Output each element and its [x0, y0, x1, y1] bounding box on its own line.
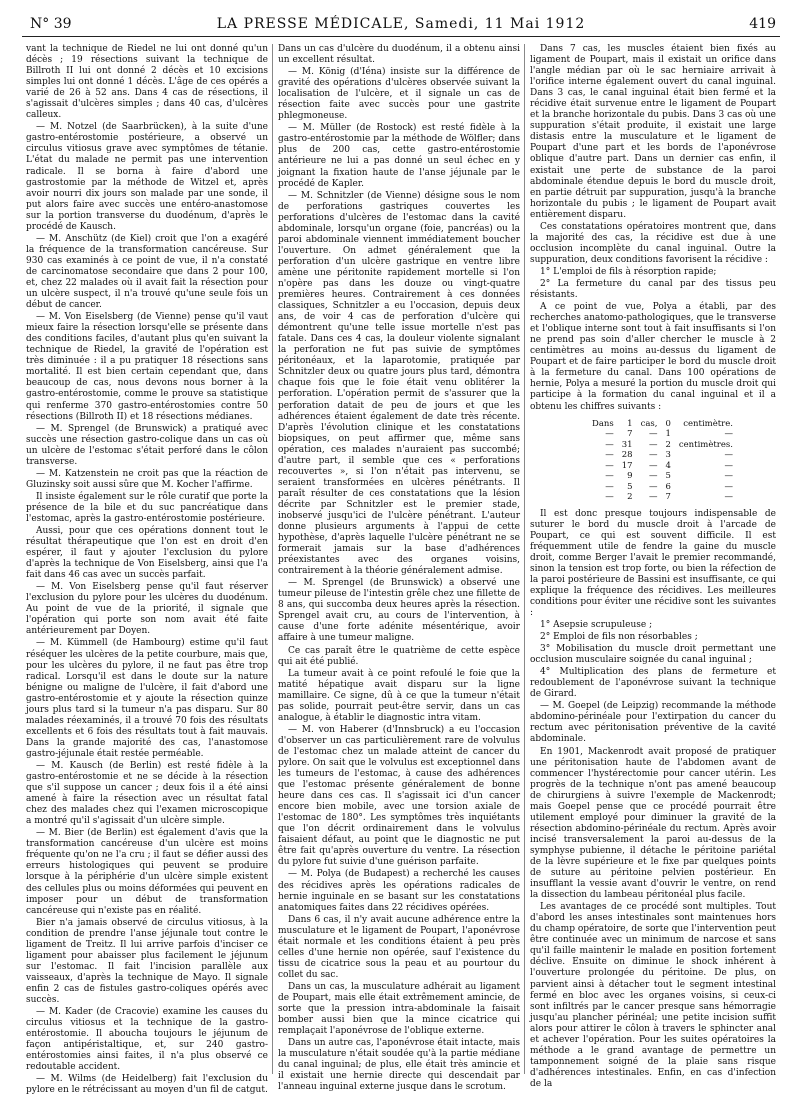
table-cell: 7	[627, 429, 633, 440]
column-3	[530, 44, 776, 1089]
paragraph: — M. Kümmell (de Hambourg) estime qu'il faut réséquer les ulcères de la petite courbure, mais que, pour les ulcères du pylore, il ne faut pas être trop radical. Lorsqu'il est dans le doute sur la nature bénigne ou maligne de l'ulcère, il fait d'abord une gastro-entérostomie et y ajoute la résection quinze jours plus tard si la tumeur n'a pas disparu. Sur 80 malades réexaminés, il a trouvé 70 fois des résultats excellents et 6 fois des résultats tout à fait mauvais. Dans la grande majorité des cas, l'anastomose gastro-jéjunale était restée perméable.	[26, 638, 268, 759]
table-cell: —	[648, 471, 658, 482]
table-cell: 7	[665, 492, 671, 503]
table-cell: —	[648, 429, 658, 440]
paragraph: Il insiste également sur le rôle curatif que porte la présence de la bile et du suc pancréatique dans l'estomac, après la gastro-entérostomie postérieure.	[26, 491, 268, 524]
paragraph: — M. Müller (de Rostock) est resté fidèle à la gastro-entérostomie par la méthode de Wölfler; dans plus de 200 cas, cette gastro-entérostomie antérieure ne lui a pas donné un seul échec en y joignant la fixation haute de l'anse jéjunale par le procédé de Kapler.	[278, 123, 520, 189]
table-header-cell: 1	[627, 418, 633, 429]
paragraph: — M. Goepel (de Leipzig) recommande la méthode abdomino-périnéale pour l'extirpation du cancer du rectum avec péritonisation préventive de la cavité abdominale.	[530, 701, 776, 745]
paragraph: 2° Emploi de fils non résorbables ;	[540, 632, 698, 643]
paragraph: Ces constatations opératoires montrent que, dans la majorité des cas, la récidive est due à une occlusion incomplète du canal inguinal. Outre la suppuration, deux conditions favorisent la récidive :	[530, 221, 776, 265]
paragraph: — M. Von Eiselsberg pense qu'il faut réserver l'exclusion du pylore pour les ulcères du duodénum. Au point de vue de la priorité, il signale que l'opération qui porte son nom avait été faite antérieurement par Doyen.	[26, 582, 268, 637]
paragraph: — M. Anschütz (de Kiel) croit que l'on a exagéré la fréquence de la transformation cancéreuse. Sur 930 cas examinés à ce point de vue, il n'a constaté de carcinomatose secondaire que dans 2 pour 100, et, chez 22 malades où il avait fait la résection pour un ulcère suspect, il n'a trouvé qu'une seule fois un début de cancer.	[26, 233, 268, 311]
table-cell: —	[724, 481, 733, 492]
table-cell: 4	[665, 460, 671, 471]
table-cell: centimètres.	[678, 439, 733, 450]
paragraph: — M. Wilms (de Heidelberg) fait l'exclusion du pylore en le rétrécissant au moyen d'un fil de catgut.	[26, 1074, 268, 1096]
paragraph: Dans un autre cas, l'aponévrose était intacte, mais la musculature n'était soudée qu'à la partie médiane du canal inguinal; de plus, elle était très amincie et il existait une hernie directe qui descendait par l'anneau inguinal externe jusque dans le scrotum.	[278, 1038, 520, 1093]
table-row	[588, 471, 737, 482]
table-cell: —	[605, 492, 614, 503]
page-header	[22, 14, 780, 37]
table-cell: —	[648, 439, 658, 450]
table-cell: —	[605, 471, 614, 482]
measurement-table	[588, 419, 737, 503]
table-row	[588, 450, 737, 461]
table-cell: —	[605, 439, 614, 450]
paragraph: — M. Katzenstein ne croit pas que la réaction de Gluzinsky soit aussi sûre que M. Kocher l'affirme.	[26, 468, 268, 490]
paragraph: — M. Polya (de Budapest) a recherché les causes des récidives après les opérations radicales de hernie inguinale en se basant sur les constatations anatomiques faites dans 22 récidives opérées.	[278, 869, 520, 913]
paragraph: Dans un cas, la musculature adhérait au ligament de Poupart, mais elle était extrêmement amincie, de sorte que la pression intra-abdominale la faisait bomber aussi bien que la mince cicatrice qui remplaçait l'aponévrose de l'oblique externe.	[278, 981, 520, 1037]
journal-title: LA PRESSE MÉDICALE, Samedi, 11 Mai 1912	[216, 16, 586, 32]
paragraph: — M. Sprengel (de Brunswick) a observé une tumeur pileuse de l'intestin grêle chez une fillette de 8 ans, qui succomba deux heures après la résection. Sprengel avait cru, au cours de l'intervention, à cause d'une forte adénite mésentérique, avoir affaire à une tumeur maligne.	[278, 578, 520, 644]
table-cell: 3	[665, 450, 671, 461]
paragraph: — M. Kader (de Cracovie) examine les causes du circulus vitiosus et la technique de la gastro-entérostomie. Il aboucha toujours le jéjunum de façon antipéristaltique, et, sur 240 gastro-entérostomies ainsi faites, il n'a plus observé ce redoutable accident.	[26, 1007, 268, 1073]
table-cell: 17	[621, 460, 633, 471]
table-cell: 1	[665, 429, 671, 440]
table-cell: —	[605, 460, 614, 471]
paragraph: Dans 6 cas, il n'y avait aucune adhérence entre la musculature et le ligament de Poupart, l'aponévrose était normale et les conditions étaient à peu près celles d'une hernie non opérée, sauf l'existence du tissu de cicatrice sous la peau et au pourtour du collet du sac.	[278, 914, 520, 980]
table-cell: —	[648, 492, 658, 503]
table-cell: 28	[621, 450, 633, 461]
table-header-row	[588, 419, 737, 430]
paragraph: Dans 7 cas, les muscles étaient bien fixés au ligament de Poupart, mais il existait un orifice dans l'angle médian par où le sac herniaire arrivait à l'orifice interne également ouvert du canal inguinal. Dans 3 cas, le canal inguinal était bien fermé et la récidive était survenue entre le ligament de Poupart et la branche horizontale du pubis. Dans 3 cas où une suppuration s'était produite, il existait une large distasis entre la musculature et le ligament de Poupart d'une part et les bords de l'aponévrose oblique d'autre part. Dans un dernier cas enfin, il existait une perte de substance de la paroi abdominale étendue depuis le bord du muscle droit, en partie détruit par suppuration, jusqu'à la branche horizontale du pubis ; le ligament de Poupart avait entièrement disparu.	[530, 44, 776, 220]
table-cell: —	[724, 492, 733, 503]
paragraph: 1° Asepsie scrupuleuse ;	[540, 620, 653, 631]
paragraph: — M. von Haberer (d'Innsbruck) a eu l'occasion d'observer un cas particulièrement rare de volvulus de l'estomac chez un malade atteint de cancer du pylore. On sait que le volvulus est exceptionnel dans les tumeurs de l'estomac, à cause des adhérences que l'estomac présente généralement de bonne heure dans ces cas. Il s'agissait ici d'un cancer encore bien mobile, avec une torsion axiale de l'estomac de 180°. Les symptômes très inquiétants que l'on décrit ordinairement dans le volvulus faisaient défaut, au point que le diagnostic ne put être fait qu'après ouverture du ventre. La résection du pylore fut suivie d'une guérison parfaite.	[278, 724, 520, 868]
paragraph: Les avantages de ce procédé sont multiples. Tout d'abord les anses intestinales sont maintenues hors du champ opératoire, de sorte que l'intervention peut être continuée avec un minimum de narcose et sans qu'il faille maintenir le malade en position fortement déclive. Ensuite on diminue le shock inhérent à l'ouverture prolongée du péritoine. De plus, on parvient ainsi à détacher tout le segment intestinal fermé en bloc avec les organes voisins, si ceux-ci sont infiltrés par le cancer presque sans hémorragie jusqu'au plancher périnéal; une petite incision suffit alors pour attirer le côlon à travers le sphincter anal et achever l'opération. Pour les suites opératoires la méthode a le grand avantage de permettre un tamponnement soigné de la plaie sans risque d'adhérences intestinales. Enfin, en cas d'infection de la	[530, 902, 776, 1089]
table-row	[588, 482, 737, 493]
paragraph: A ce point de vue, Polya a établi, par des recherches anatomo-pathologiques, que le transverse et l'oblique interne sont tout à fait insuffisants si l'on ne prend pas soin d'aller chercher le muscle à 2 centimètres au moins au-dessus du ligament de Poupart et de faire participer le bord du muscle droit à la fermeture du canal. Dans 100 opérations de hernie, Polya a mesuré la portion du muscle droit qui participe à la formation du canal inguinal et il a obtenu les chiffres suivants :	[530, 302, 776, 412]
paragraph: 1° L'emploi de fils à résorption rapide;	[540, 266, 717, 277]
paragraph: Dans un cas d'ulcère du duodénum, il a obtenu ainsi un excellent résultat.	[278, 44, 520, 66]
column-2	[278, 44, 520, 1093]
paragraph: — M. Sprengel (de Brunswick) a pratiqué avec succès une résection gastro-colique dans un cas où un ulcère de l'estomac s'était perforé dans le côlon transverse.	[26, 423, 268, 467]
paragraph: — M. Bier (de Berlin) est également d'avis que la transformation cancéreuse d'un ulcère est moins fréquente qu'on ne l'a cru ; il faut se défier aussi des erreurs histologiques qui peuvent se produire lorsque à la périphérie d'un ulcère simple existent des cellules plus ou moins déformées qui peuvent en imposer pour un début de transformation cancéreuse qui n'existe pas en réalité.	[26, 828, 268, 916]
paragraph: — M. Schnitzler (de Vienne) désigne sous le nom de perforations gastriques couvertes les perforations d'ulcères de l'estomac dans la cavité abdominale, lorsqu'un organe (foie, pancréas) ou la paroi abdominale viennent immédiatement boucher l'ouverture. On admet généralement que la perforation d'un ulcère gastrique en ventre libre amène une péritonite rapidement mortelle si l'on n'opère pas dans les douze ou vingt-quatre premières heures. Contrairement à ces données classiques, Schnitzler a eu l'occasion, depuis deux ans, de voir 4 cas de perforation d'ulcère qui démontrent qu'une telle issue mortelle n'est pas fatale. Dans ces 4 cas, la douleur violente signalant la perforation ne fut pas suivie de symptômes péritonéaux, et la laparotomie, pratiquée par Schnitzler deux ou quatre jours plus tard, démontra chaque fois que le foie était venu oblitérer la perforation. L'opération permit de s'assurer que la perforation datait de peu de jours et que les adhérences étaient également de date très récente. D'après l'évolution clinique et les constatations biopsiques, on peut affirmer que, même sans opération, ces malades n'auraient pas succombé; d'autre part, il semble que ces « perforations recouvertes », si l'on n'était pas intervenu, se seraient transformées en ulcères pénétrants. Il paraît résulter de ces constatations que la lésion décrite par Schnitzler est le premier stade, inobservé jusqu'ici de l'ulcère pénétrant. L'auteur donne plusieurs arguments à l'appui de cette hypothèse, d'après laquelle l'ulcère pénétrant ne se formerait jamais sur la base d'adhérences préexistantes avec des organes voisins, contrairement à la théorie généralement admise.	[278, 190, 520, 577]
column-1	[26, 44, 268, 1096]
table-cell: 2	[627, 492, 633, 503]
page-number-right: 419	[749, 16, 776, 32]
paragraph: — M. Notzel (de Saarbrücken), à la suite d'une gastro-entérostomie postérieure, a observé un circulus vitiosus grave avec symptômes de tétanie. L'état du malade ne permit pas une intervention radicale. Il se borna à faire d'abord une gastrostomie par la méthode de Witzel et, après avoir nourri dix jours son malade par une sonde, il put alors faire avec succès une entéro-anastomose sur la portion transverse du duodénum, d'après le procédé de Kausch.	[26, 122, 268, 232]
table-row	[588, 461, 737, 472]
table-cell: —	[724, 460, 733, 471]
table-cell: —	[724, 429, 733, 440]
column-3-lower	[530, 509, 776, 1090]
table-header-cell: cas,	[640, 418, 658, 429]
table-cell: 5	[665, 471, 671, 482]
table-cell: 31	[621, 439, 633, 450]
table-cell: 9	[627, 471, 633, 482]
paragraph: Ce cas paraît être le quatrième de cette espèce qui ait été publié.	[278, 645, 520, 667]
paragraph: La tumeur avait à ce point refoulé le foie que la matité hépatique avait disparu sur la ligne mamillaire. Ce signe, dû à ce que la tumeur n'était pas solide, pourrait peut-être servir, dans un cas analogue, à établir le diagnostic intra vitam.	[278, 668, 520, 723]
table-cell: —	[648, 460, 658, 471]
table-cell: —	[605, 450, 614, 461]
table-row	[588, 429, 737, 440]
table-cell: —	[605, 429, 614, 440]
paragraph: En 1901, Mackenrodt avait proposé de pratiquer une péritonisation haute de l'abdomen avant de commencer l'hystérectomie pour cancer utérin. Les progrès de la technique n'ont pas amené beaucoup de chirurgiens à suivre l'exemple de Mackenrodt; mais Goepel pense que ce procédé pourrait être utilement employé pour diminuer la gravité de la résection abdomino-périnéale du rectum. Après avoir incisé transversalement la paroi au-dessus de la symphyse pubienne, il détache le péritoine pariétal de la lèvre supérieure et le fixe par quelques points de suture au péritoine pelvien postérieur. En insufflant la vessie avant d'ouvrir le ventre, on rend la dissection du lambeau péritonéal plus facile.	[530, 746, 776, 901]
table-row	[588, 492, 737, 503]
paragraph: Il est donc presque toujours indispensable de suturer le bord du muscle droit à l'arcade de Poupart, ce qui est souvent difficile. Il est fréquemment utile de fendre la gaine du muscle droit, comme Berger l'avait le premier recommandé, sinon la tension est trop forte, ou bien la réfection de la paroi postérieure de Bassini est insuffisante, ce qui explique la fréquence des récidives. Les meilleures conditions pour éviter une récidive sont les suivantes :	[530, 508, 776, 618]
table-cell: —	[724, 471, 733, 482]
paragraph: — M. Von Eiselsberg (de Vienne) pense qu'il vaut mieux faire la résection lorsqu'elle se présente dans des conditions faciles, d'autant plus qu'en suivant la technique de Riedel, la gravité de l'opération est très diminuée : il a pu pratiquer 18 résections sans mortalité. Il est bien certain cependant que, dans beaucoup de cas, nous devons nous borner à la gastro-entérostomie, comme le prouve sa statistique qui renferme 370 gastro-entérostomies contre 50 résections (Billroth II) et 18 résections médianes.	[26, 312, 268, 422]
table-cell: —	[648, 450, 658, 461]
paragraph: vant la technique de Riedel ne lui ont donné qu'un décès ; 19 résections suivant la technique de Billroth II lui ont donné 2 décès et 10 excisions simples lui ont donné 1 décès. L'âge de ces opérés a varié de 26 à 52 ans. Dans 4 cas de résections, il s'agissait d'ulcères simples ; dans 40 cas, d'ulcères calleux.	[26, 44, 268, 121]
table-header-cell: centimètre.	[683, 418, 733, 429]
table-cell: 5	[627, 481, 633, 492]
table-header-cell: 0	[665, 418, 671, 429]
table-cell: —	[724, 450, 733, 461]
page-number-left: N° 39	[30, 16, 72, 32]
table-cell: 6	[665, 481, 671, 492]
table-row	[588, 440, 737, 451]
paragraph: — M. Kausch (de Berlin) est resté fidèle à la gastro-entérostomie et ne se décide à la résection que s'il suppose un cancer ; deux fois il a été ainsi amené à faire la résection avec un résultat fatal chez des malades chez qui l'examen microscopique a montré qu'il s'agissait d'un ulcère simple.	[26, 761, 268, 827]
table-cell: 2	[665, 439, 671, 450]
table-cell: —	[605, 481, 614, 492]
paragraph: 2° La fermeture du canal par des tissus peu résistants.	[530, 278, 776, 301]
column-3-upper	[530, 44, 776, 413]
paragraph: Aussi, pour que ces opérations donnent tout le résultat thérapeutique que l'on est en droit d'en espérer, il faut y ajouter l'exclusion du pylore d'après la technique de Von Eiselsberg, ainsi que l'a fait dans 46 cas avec un succès parfait.	[26, 526, 268, 581]
paragraph: — M. König (d'Iéna) insiste sur la différence de gravité des opérations d'ulcères observée suivant la localisation de l'ulcère, et il signale un cas de résection faite avec succès pour une gastrite phlegmoneuse.	[278, 67, 520, 122]
paragraph: Bier n'a jamais observé de circulus vitiosus, à la condition de prendre l'anse jéjunale tout contre le ligament de Treitz. Il lui arrive parfois d'inciser ce ligament pour abaisser plus facilement le jéjunum sur l'estomac. Il fait l'incision parallèle aux vaisseaux, d'après la technique de Mayo. Il signale enfin 2 cas de fistules gastro-coliques opérés avec succès.	[26, 917, 268, 1005]
table-header-cell: Dans	[592, 418, 614, 429]
paragraph: 3° Mobilisation du muscle droit permettant une occlusion musculaire soignée du canal inguinal ;	[530, 644, 776, 666]
paragraph: 4° Multiplication des plans de fermeture et redoublement de l'aponévrose suivant la technique de Girard.	[530, 667, 776, 700]
table-cell: —	[648, 481, 658, 492]
column-divider	[524, 44, 525, 1074]
column-divider	[272, 44, 273, 1074]
